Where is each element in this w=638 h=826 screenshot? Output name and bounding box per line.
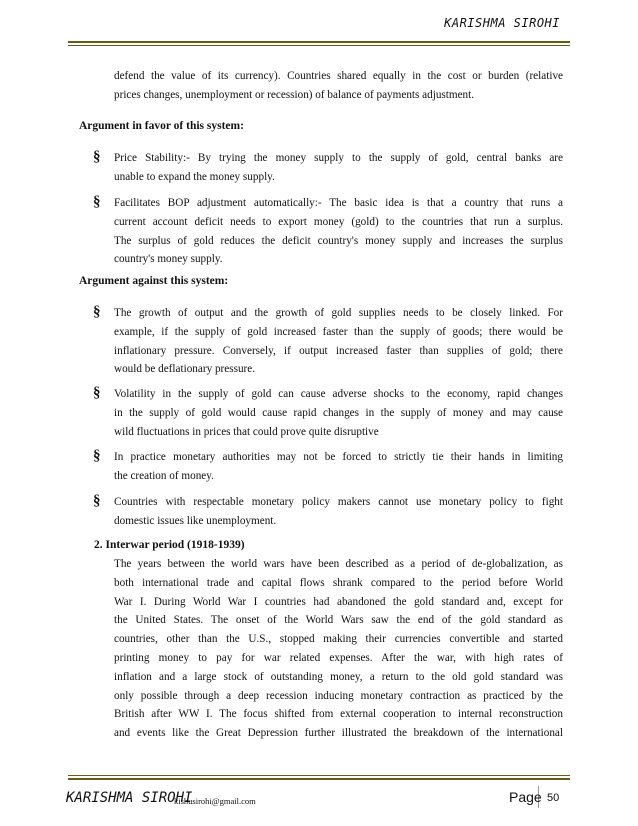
- page-number: 50: [547, 792, 560, 804]
- text-line: the creation of money.: [114, 469, 214, 482]
- against-bullet-3: [114, 448, 563, 486]
- text-line: British after WW I. The focus shifted from external cooperation to internal reconstruction: [114, 708, 563, 721]
- favor-bullet-2: [114, 194, 563, 269]
- against-bullet-2: [114, 385, 563, 441]
- text-line: countries, other than the U.S., stopped making their currencies convertible and started: [114, 633, 563, 646]
- text-line: printing money to pay for war related expenses. After the war, with high rates of: [114, 651, 563, 664]
- text-line: Price Stability:- By trying the money supply to the supply of gold, central banks are: [114, 152, 563, 164]
- footer-rule-thin: [68, 775, 570, 776]
- footer-email: kishusirohi@gmail.com: [174, 796, 256, 806]
- text-line: only possible through a deep recession inducing monetary contraction as practiced by the: [114, 689, 563, 702]
- against-bullet-1: [114, 304, 563, 379]
- text-line: prices changes, unemployment or recession) of balance of payments adjustment.: [114, 88, 475, 101]
- text-line: unable to expand the money supply.: [114, 170, 275, 183]
- page-label: Page: [509, 789, 542, 805]
- text-line: example, if the supply of gold increased faster than the supply of goods; there would be: [114, 325, 563, 338]
- text-line: the United States. The onset of the World Wars saw the end of the gold standard as: [114, 614, 563, 627]
- text-line: both international trade and capital flows shrank compared to the period before World: [114, 576, 563, 589]
- text-line: War I. During World War I countries had abandoned the gold standard and, except for: [114, 595, 563, 608]
- text-line: inflation and a large stock of outstanding money, a return to the old gold standard was: [114, 670, 563, 683]
- bullet-icon: §: [93, 448, 101, 464]
- bullet-icon: §: [93, 493, 101, 509]
- favor-bullet-1: [114, 149, 563, 187]
- section-2-heading: 2. Interwar period (1918-1939): [94, 539, 245, 551]
- intro-paragraph: [114, 67, 563, 105]
- header-author: KARISHMA SIROHI: [444, 16, 560, 30]
- text-line: The surplus of gold reduces the deficit country's money supply and increases the surplus: [114, 234, 563, 247]
- text-line: Facilitates BOP adjustment automatically:- The basic idea is that a country that runs a: [114, 197, 563, 209]
- against-heading: Argument against this system:: [79, 275, 229, 287]
- text-line: Volatility in the supply of gold can cause adverse shocks to the economy, rapid changes: [114, 388, 563, 400]
- text-line: current account deficit needs to export money (gold) to the countries that run a surplus.: [114, 215, 563, 228]
- against-bullet-4: [114, 493, 563, 531]
- bullet-icon: §: [93, 304, 101, 320]
- text-line: defend the value of its currency). Countries shared equally in the cost or burden (relative: [114, 70, 563, 82]
- bullet-icon: §: [93, 385, 101, 401]
- favor-heading: Argument in favor of this system:: [79, 120, 244, 132]
- header-rule-thin: [68, 45, 570, 46]
- text-line: domestic issues like unemployment.: [114, 514, 277, 527]
- section-2-paragraph: [114, 555, 563, 743]
- text-line: and events like the Great Depression further illustrated the breakdown of the international: [114, 727, 563, 740]
- text-line: in the supply of gold would cause rapid changes in the supply of money and may cause: [114, 406, 563, 419]
- bullet-icon: §: [93, 149, 101, 165]
- text-line: country's money supply.: [114, 253, 223, 266]
- text-line: The years between the world wars have been described as a period of de-globalization, as: [114, 558, 563, 570]
- text-line: Countries with respectable monetary policy makers cannot use monetary policy to fight: [114, 496, 563, 508]
- header-rule: [68, 41, 570, 43]
- footer-rule: [68, 778, 570, 780]
- text-line: wild fluctuations in prices that could prove quite disruptive: [114, 425, 379, 438]
- footer-author: KARISHMA SIROHI: [66, 790, 193, 806]
- text-line: inflationary pressure. Conversely, if output increased faster than supplies of gold; there: [114, 344, 563, 357]
- text-line: In practice monetary authorities may not be forced to strictly tie their hands in limiting: [114, 451, 563, 463]
- text-line: The growth of output and the growth of gold supplies needs to be closely linked. For: [114, 307, 563, 319]
- text-line: would be deflationary pressure.: [114, 363, 256, 376]
- bullet-icon: §: [93, 194, 101, 210]
